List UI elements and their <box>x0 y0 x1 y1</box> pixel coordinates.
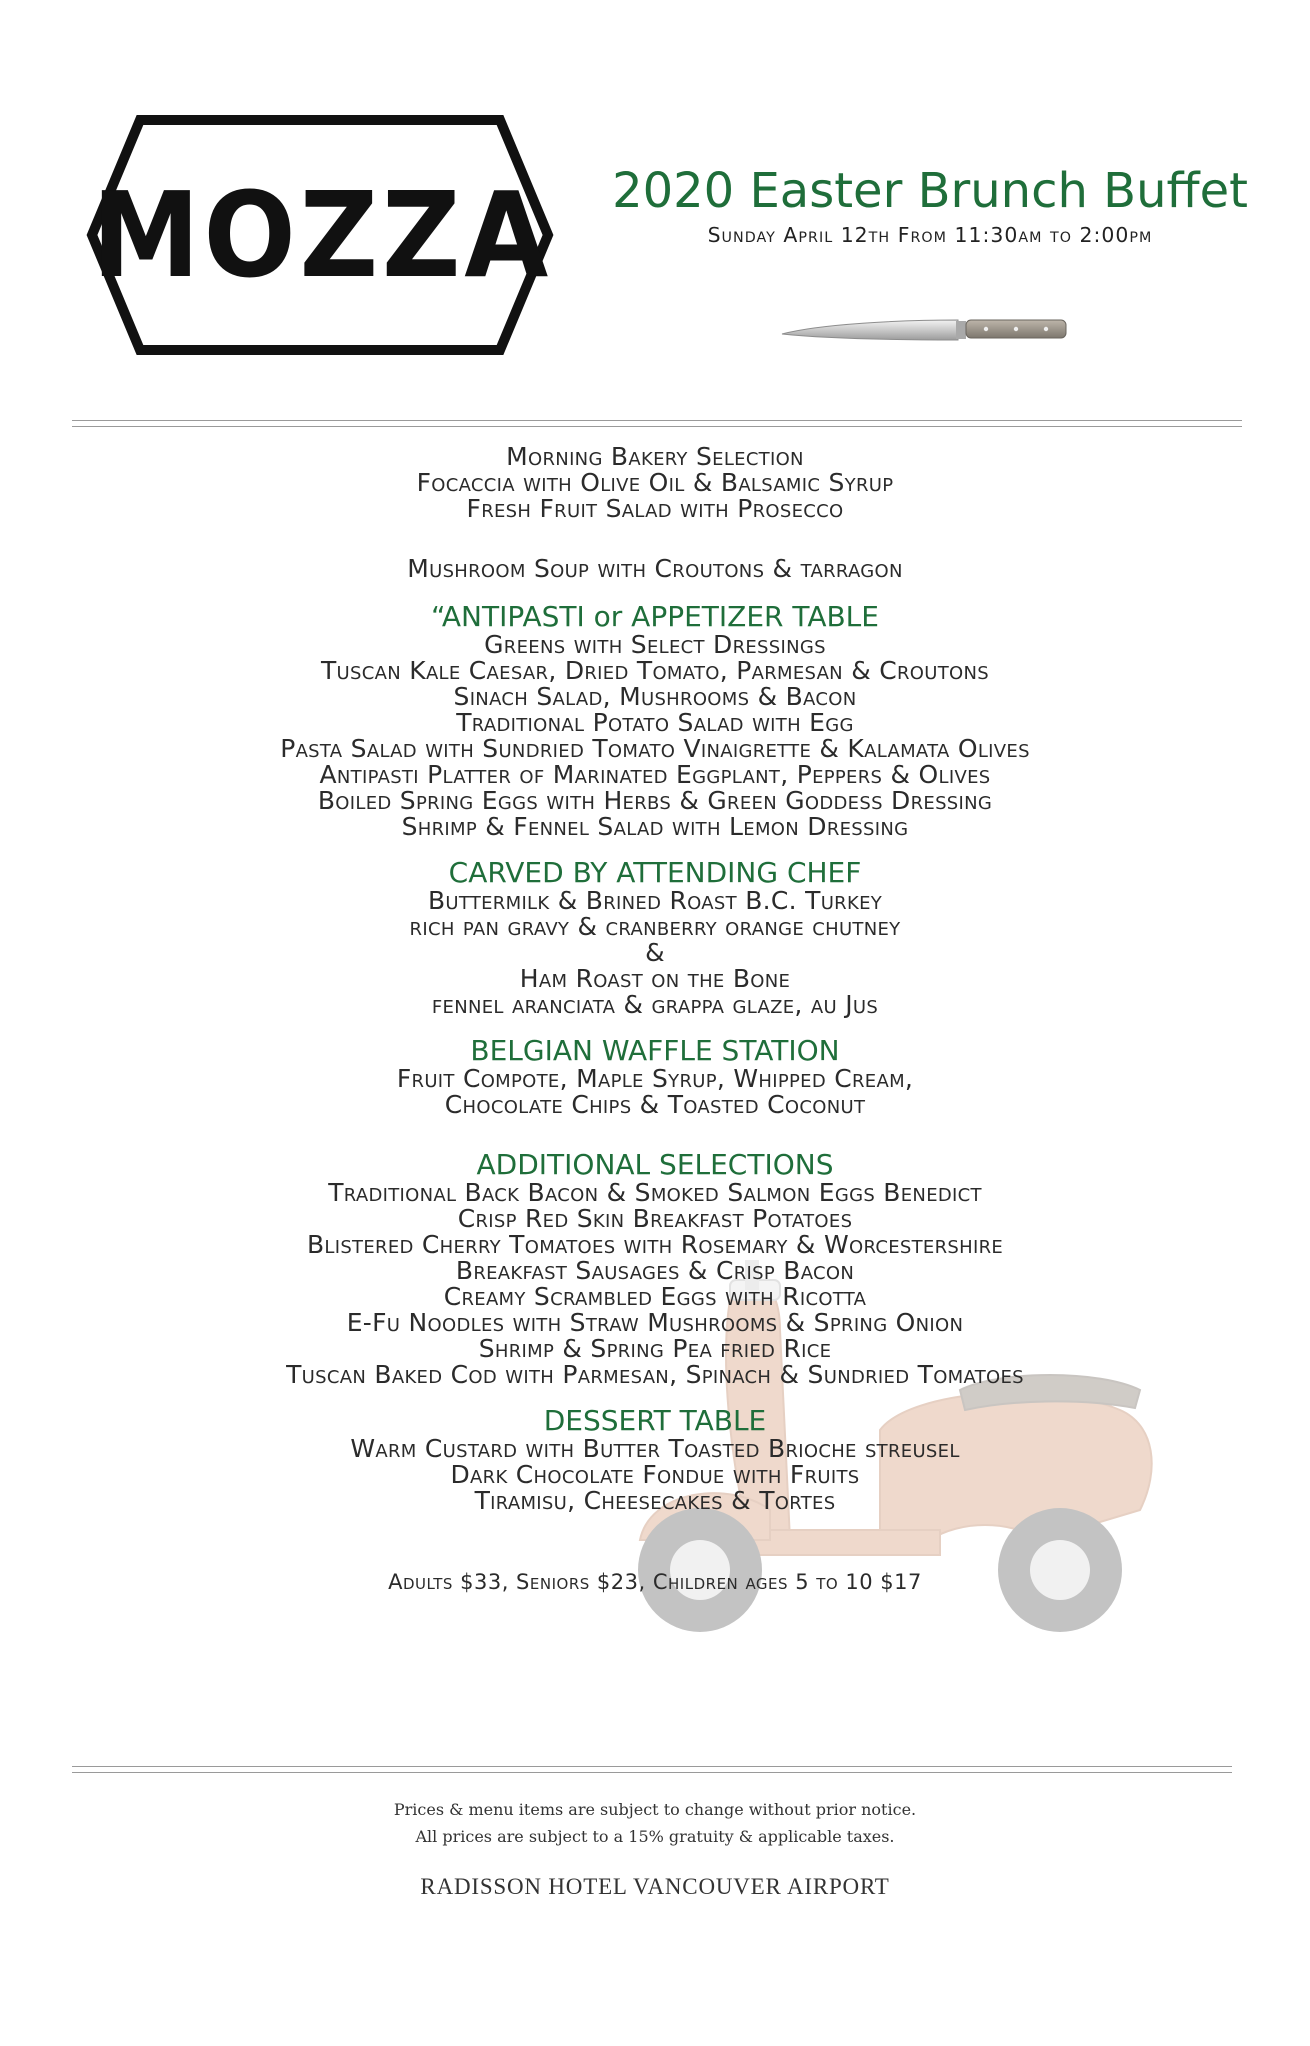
menu-item: rich pan gravy & cranberry orange chutney <box>409 912 901 941</box>
carved-section <box>0 858 1310 1018</box>
menu-item: Pasta Salad with Sundried Tomato Vinaigrette & Kalamata Olives <box>280 734 1030 763</box>
menu-item: & <box>645 938 665 967</box>
menu-item: Chocolate Chips & Toasted Coconut <box>444 1090 866 1119</box>
antipasti-section <box>0 602 1310 840</box>
event-subtitle: Sunday April 12th From 11:30am to 2:00pm <box>707 223 1153 247</box>
bottom-divider <box>72 1766 1232 1773</box>
menu-item: Breakfast Sausages & Crisp Bacon <box>455 1256 855 1285</box>
menu-item: E-Fu Noodles with Straw Mushrooms & Spring Onion <box>346 1308 964 1337</box>
section-heading-waffle: BELGIAN WAFFLE STATION <box>470 1034 840 1067</box>
menu-item: Mushroom Soup with Croutons & tarragon <box>407 554 903 583</box>
menu-item: Traditional Potato Salad with Egg <box>456 708 854 737</box>
footer-notes <box>0 1796 1310 1850</box>
bakery-section <box>0 444 1310 522</box>
section-heading-dessert: DESSERT TABLE <box>543 1404 767 1437</box>
price-list: Adults $33, Seniors $23, Children ages 5 to 10 $17 <box>388 1570 922 1594</box>
menu-item: Buttermilk & Brined Roast B.C. Turkey <box>427 886 883 915</box>
menu-item: Shrimp & Spring Pea fried Rice <box>478 1334 832 1363</box>
footer-note-change: Prices & menu items are subject to change without prior notice. <box>393 1800 917 1819</box>
menu-item: Tuscan Baked Cod with Parmesan, Spinach & Sundried Tomatoes <box>286 1360 1024 1389</box>
waffle-section <box>0 1036 1310 1118</box>
menu-item: Tuscan Kale Caesar, Dried Tomato, Parmesan & Croutons <box>320 656 989 685</box>
footer-note-gratuity: All prices are subject to a 15% gratuity & applicable taxes. <box>415 1827 895 1846</box>
menu-item: Morning Bakery Selection <box>506 442 804 471</box>
menu-item: Warm Custard with Butter Toasted Brioche streusel <box>350 1434 960 1463</box>
menu-item: Ham Roast on the Bone <box>519 964 791 993</box>
menu-item: Dark Chocolate Fondue with Fruits <box>450 1460 860 1489</box>
top-divider <box>72 420 1242 427</box>
menu-item: Crisp Red Skin Breakfast Potatoes <box>457 1204 853 1233</box>
menu-item: Antipasti Platter of Marinated Eggplant, Peppers & Olives <box>319 760 991 789</box>
section-heading-carved: CARVED BY ATTENDING CHEF <box>448 856 862 889</box>
menu-item: Tiramisu, Cheesecakes & Tortes <box>474 1486 836 1515</box>
menu-item: Boiled Spring Eggs with Herbs & Green Goddess Dressing <box>317 786 993 815</box>
section-heading-antipasti: “ANTIPASTI or APPETIZER TABLE <box>431 600 879 633</box>
menu-item: Blistered Cherry Tomatoes with Rosemary & Worcestershire <box>306 1230 1004 1259</box>
menu-item: Creamy Scrambled Eggs with Ricotta <box>443 1282 867 1311</box>
menu-item: Focaccia with Olive Oil & Balsamic Syrup <box>416 468 894 497</box>
dessert-section <box>0 1406 1310 1514</box>
additional-section <box>0 1150 1310 1388</box>
menu-item: Fresh Fruit Salad with Prosecco <box>466 494 844 523</box>
menu-item: fennel aranciata & grappa glaze, au Jus <box>431 990 879 1019</box>
event-header <box>600 162 1260 250</box>
logo-text: MOZZA <box>91 166 553 304</box>
menu-item: Fruit Compote, Maple Syrup, Whipped Cream, <box>396 1064 914 1093</box>
mozza-logo <box>72 112 568 358</box>
soup-section <box>0 556 1310 582</box>
hotel-name: RADISSON HOTEL VANCOUVER AIRPORT <box>420 1874 890 1899</box>
chef-knife-icon <box>780 312 1070 346</box>
menu-item: Sinach Salad, Mushrooms & Bacon <box>453 682 857 711</box>
section-heading-additional: ADDITIONAL SELECTIONS <box>476 1148 834 1181</box>
menu-item: Traditional Back Bacon & Smoked Salmon Eggs Benedict <box>328 1178 982 1207</box>
event-title: 2020 Easter Brunch Buffet <box>612 163 1248 219</box>
menu-item: Shrimp & Fennel Salad with Lemon Dressing <box>401 812 909 841</box>
menu-item: Greens with Select Dressings <box>484 630 826 659</box>
